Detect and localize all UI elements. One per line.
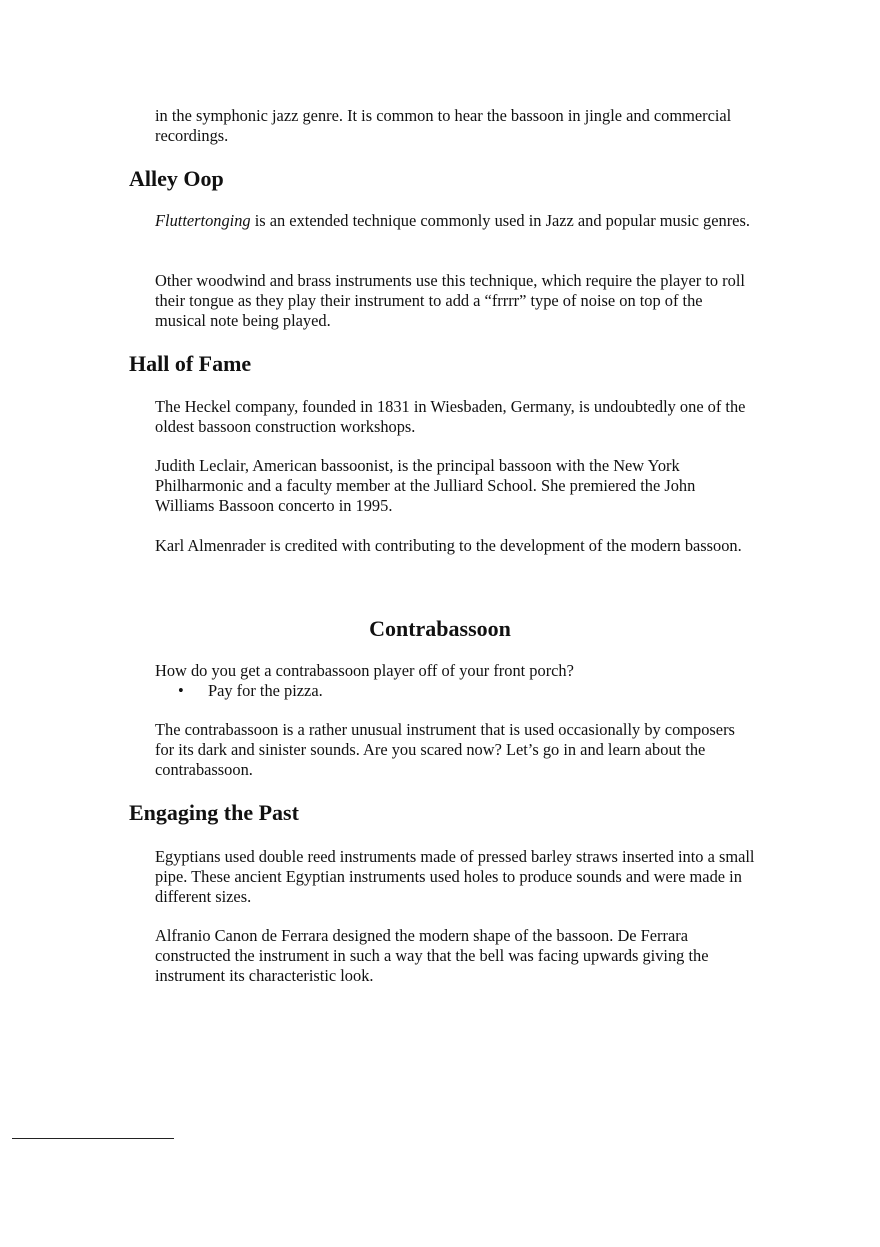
bullet-icon: • (178, 681, 184, 700)
hall-of-fame-paragraph-1: The Heckel company, founded in 1831 in Wiesbaden, Germany, is undoubtedly one of the oldest bassoon construction workshops. (155, 397, 746, 436)
bullet-answer: Pay for the pizza. (208, 681, 323, 700)
heading-alley-oop: Alley Oop (129, 166, 224, 191)
heading-hall-of-fame: Hall of Fame (129, 351, 252, 376)
hall-of-fame-paragraph-2: Judith Leclair, American bassoonist, is the principal bassoon with the New York Philharmonic and a faculty member at the Julliard School. She premiered the John Williams Bassoon concerto in 1995. (155, 456, 696, 515)
footnote-separator (12, 1138, 174, 1139)
alley-oop-paragraph-2: Other woodwind and brass instruments use this technique, which require the player to roll their tongue as they play their instrument to add a “frrrr” type of noise on top of the musical note being played. (155, 271, 745, 330)
engaging-past-paragraph-1: Egyptians used double reed instruments made of pressed barley straws inserted into a small pipe. These ancient Egyptian instruments used holes to produce sounds and were made in different sizes. (155, 847, 755, 906)
heading-contrabassoon: Contrabassoon (369, 616, 511, 641)
contrabassoon-paragraph-2: The contrabassoon is a rather unusual instrument that is used occasionally by composers for its dark and sinister sounds. Are you scared now? Let’s go in and learn about the contrabassoon. (155, 720, 735, 779)
list-item (178, 681, 323, 701)
fluttertonging-term: Fluttertonging (155, 211, 251, 230)
intro-paragraph: in the symphonic jazz genre. It is common to hear the bassoon in jingle and commercial recordings. (155, 106, 732, 145)
heading-engaging-the-past: Engaging the Past (129, 800, 299, 825)
contrabassoon-question: How do you get a contrabassoon player off of your front porch? (155, 661, 574, 680)
engaging-past-paragraph-2: Alfranio Canon de Ferrara designed the modern shape of the bassoon. De Ferrara constructed the instrument in such a way that the bell was facing upwards giving the instrument its characteristic look. (155, 926, 709, 985)
alley-oop-paragraph-1-text: is an extended technique commonly used in Jazz and popular music genres. (250, 211, 750, 230)
hall-of-fame-paragraph-3: Karl Almenrader is credited with contributing to the development of the modern bassoon. (155, 536, 742, 555)
alley-oop-paragraph-1 (155, 211, 755, 231)
